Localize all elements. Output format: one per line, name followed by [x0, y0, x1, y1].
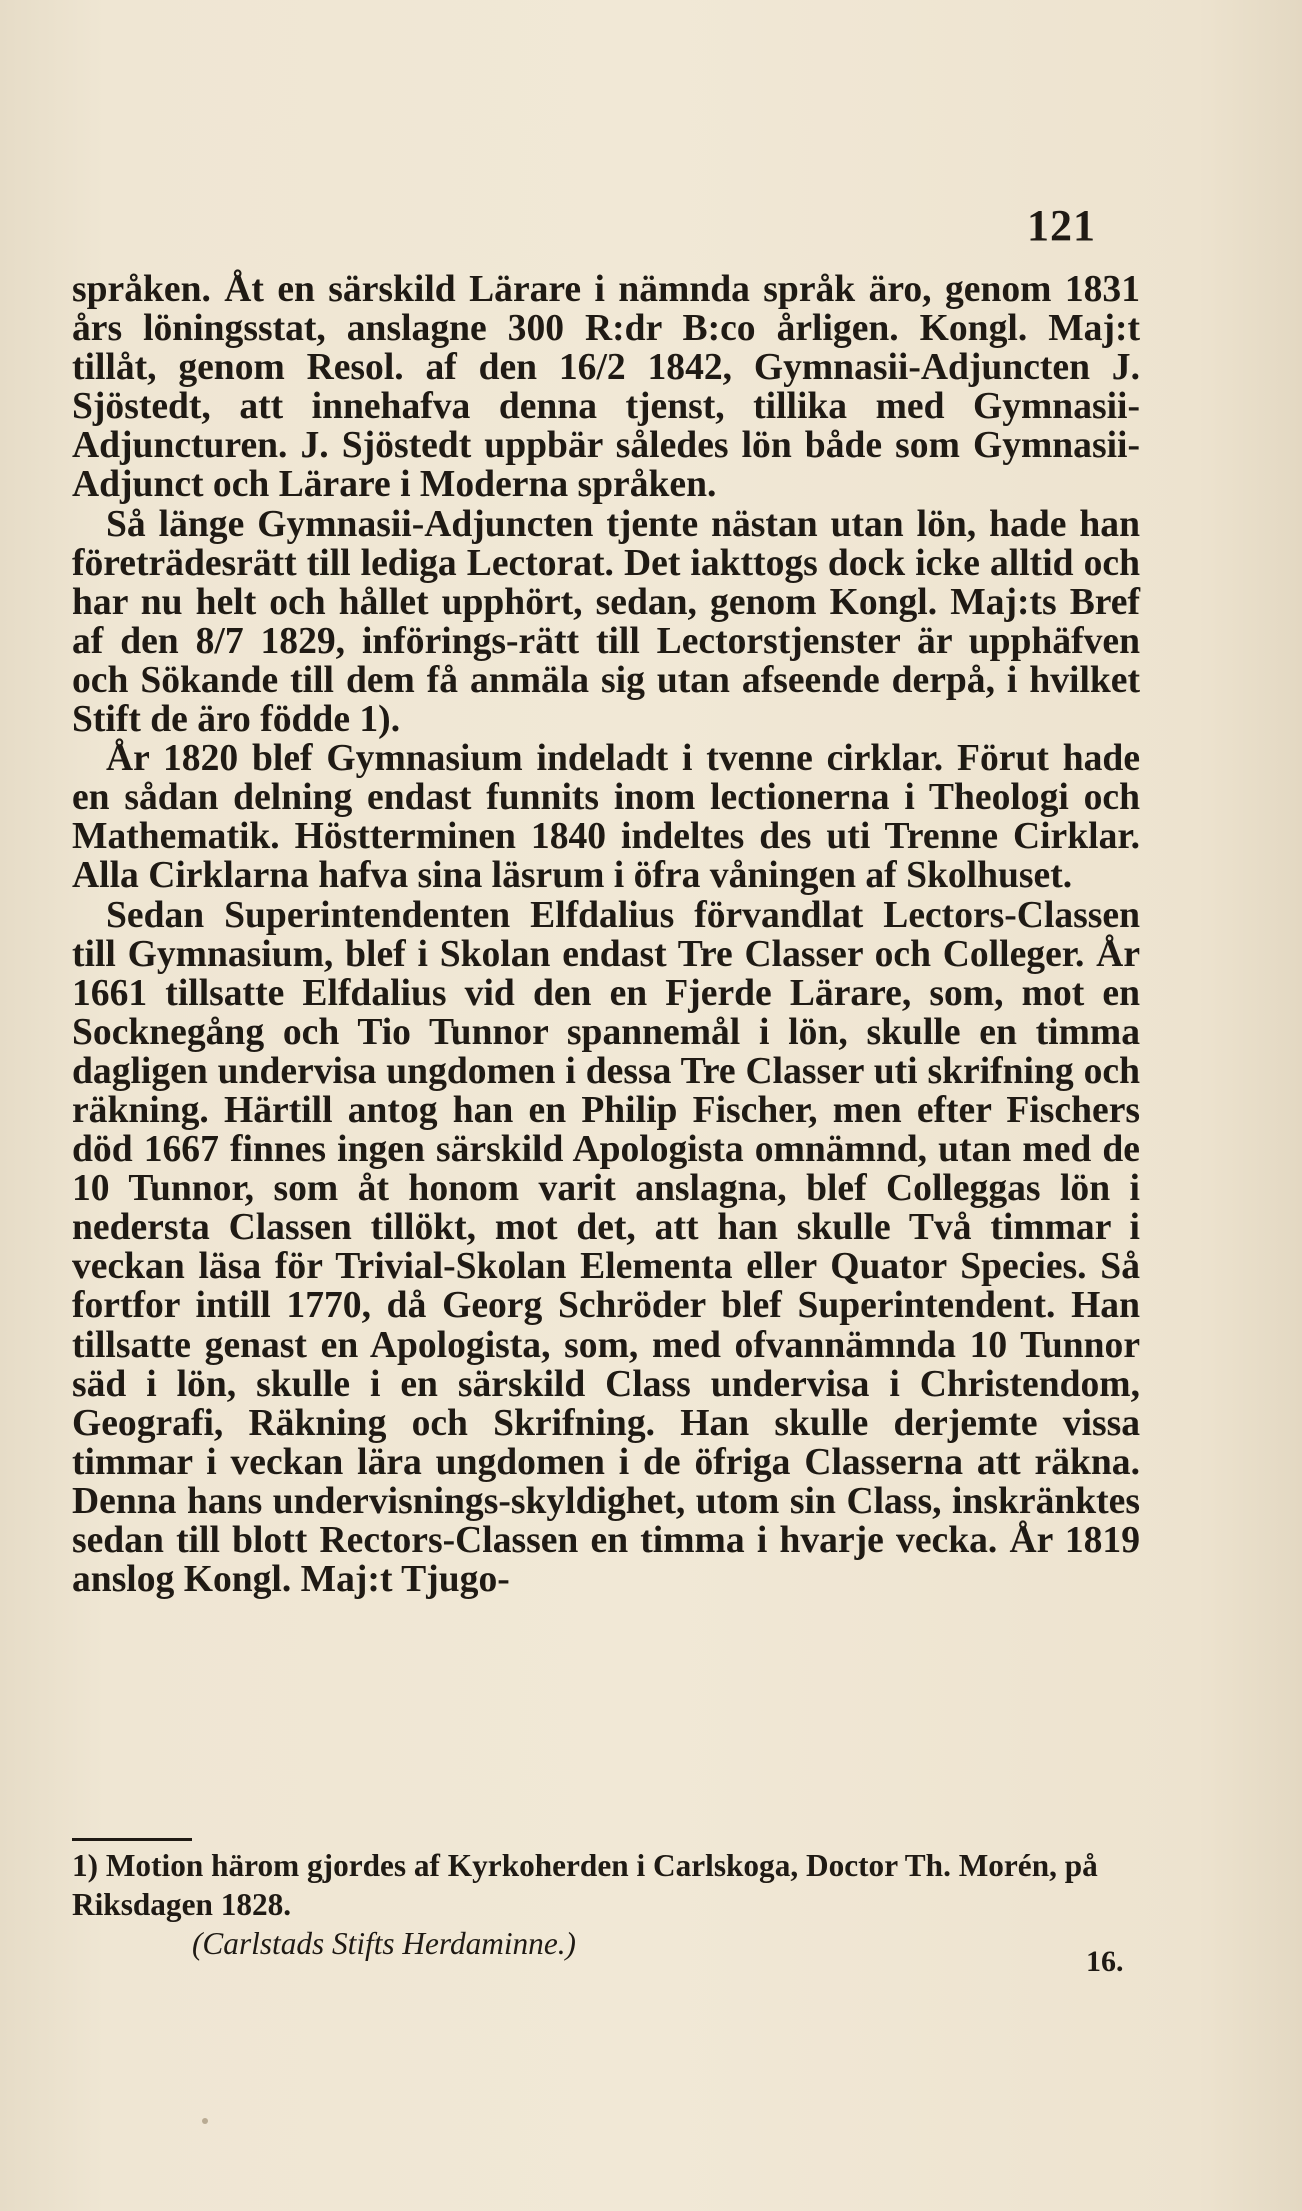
catchword: 16. — [1086, 1945, 1124, 1978]
body-text — [72, 270, 1140, 1599]
footnote — [72, 1846, 1140, 1963]
paragraph-1: språken. Åt en särskild Lärare i nämnda språk äro, genom 1831 års löningsstat, anslagne 300 R:dr B:co årligen. Kongl. Maj:t tillåt, genom Resol. af den 16/2 1842, Gymnasii-Adjuncten J. Sjöstedt, att innehafva denna tjenst, tillika med Gymnasii-Adjuncturen. J. Sjöstedt uppbär således lön både som Gymnasii-Adjunct och Lärare i Moderna språken. — [72, 269, 1140, 506]
page-number: 121 — [1027, 201, 1096, 250]
footnote-rule — [72, 1838, 192, 1841]
paragraph-2: Så länge Gymnasii-Adjuncten tjente nästan utan lön, hade han företrädesrätt till lediga Lectorat. Det iakttogs dock icke alltid och har nu helt och hållet upphört, sedan, genom Kongl. Maj:ts Bref af den 8/7 1829, införings-rätt till Lectorstjenster är upphäfven och Sökande till dem få anmäla sig utan afseende derpå, i hvilket Stift de äro födde 1). — [72, 503, 1140, 741]
footnote-text: 1) Motion härom gjordes af Kyrkoherden i Carlskoga, Doctor Th. Morén, på Riksdagen 1828. — [72, 1848, 1098, 1922]
paper-speck — [202, 2118, 208, 2124]
paragraph-4: Sedan Superintendenten Elfdalius förvandlat Lectors-Classen till Gymnasium, blef i Skolan endast Tre Classer och Colleger. År 1661 tillsatte Elfdalius vid den en Fjerde Lärare, som, mot en Socknegång och Tio Tunnor spannemål i lön, skulle en timma dagligen undervisa ungdomen i dessa Tre Classer uti skrifning och räkning. Härtill antog han en Philip Fischer, men efter Fischers död 1667 finnes ingen särskild Apologista omnämnd, utan med de 10 Tunnor, som åt honom varit anslagna, blef Colleggas lön i nedersta Classen tillökt, mot det, att han skulle Två timmar i veckan läsa för Trivial-Skolan Elementa eller Quator Species. Så fortfor intill 1770, då Georg Schröder blef Superintendent. Han tillsatte genast en Apologista, som, med ofvannämnda 10 Tunnor säd i lön, skulle i en särskild Class undervisa i Christendom, Geografi, Räkning och Skrifning. Han skulle derjemte vissa timmar i veckan lära ungdomen i de öfriga Classerna att räkna. Denna hans undervisnings-skyldighet, utom sin Class, inskränktes sedan till blott Rectors-Classen en timma i hvarje vecka. År 1819 anslog Kongl. Maj:t Tjugo- — [72, 894, 1140, 1601]
paragraph-3: År 1820 blef Gymnasium indeladt i tvenne cirklar. Förut hade en sådan delning endast funnits inom lectionerna i Theologi och Mathematik. Höstterminen 1840 indeltes des uti Trenne Cirklar. Alla Cirklarna hafva sina läsrum i öfra våningen af Skolhuset. — [72, 738, 1140, 897]
footnote-citation: (Carlstads Stifts Herdaminne.) — [192, 1926, 576, 1961]
